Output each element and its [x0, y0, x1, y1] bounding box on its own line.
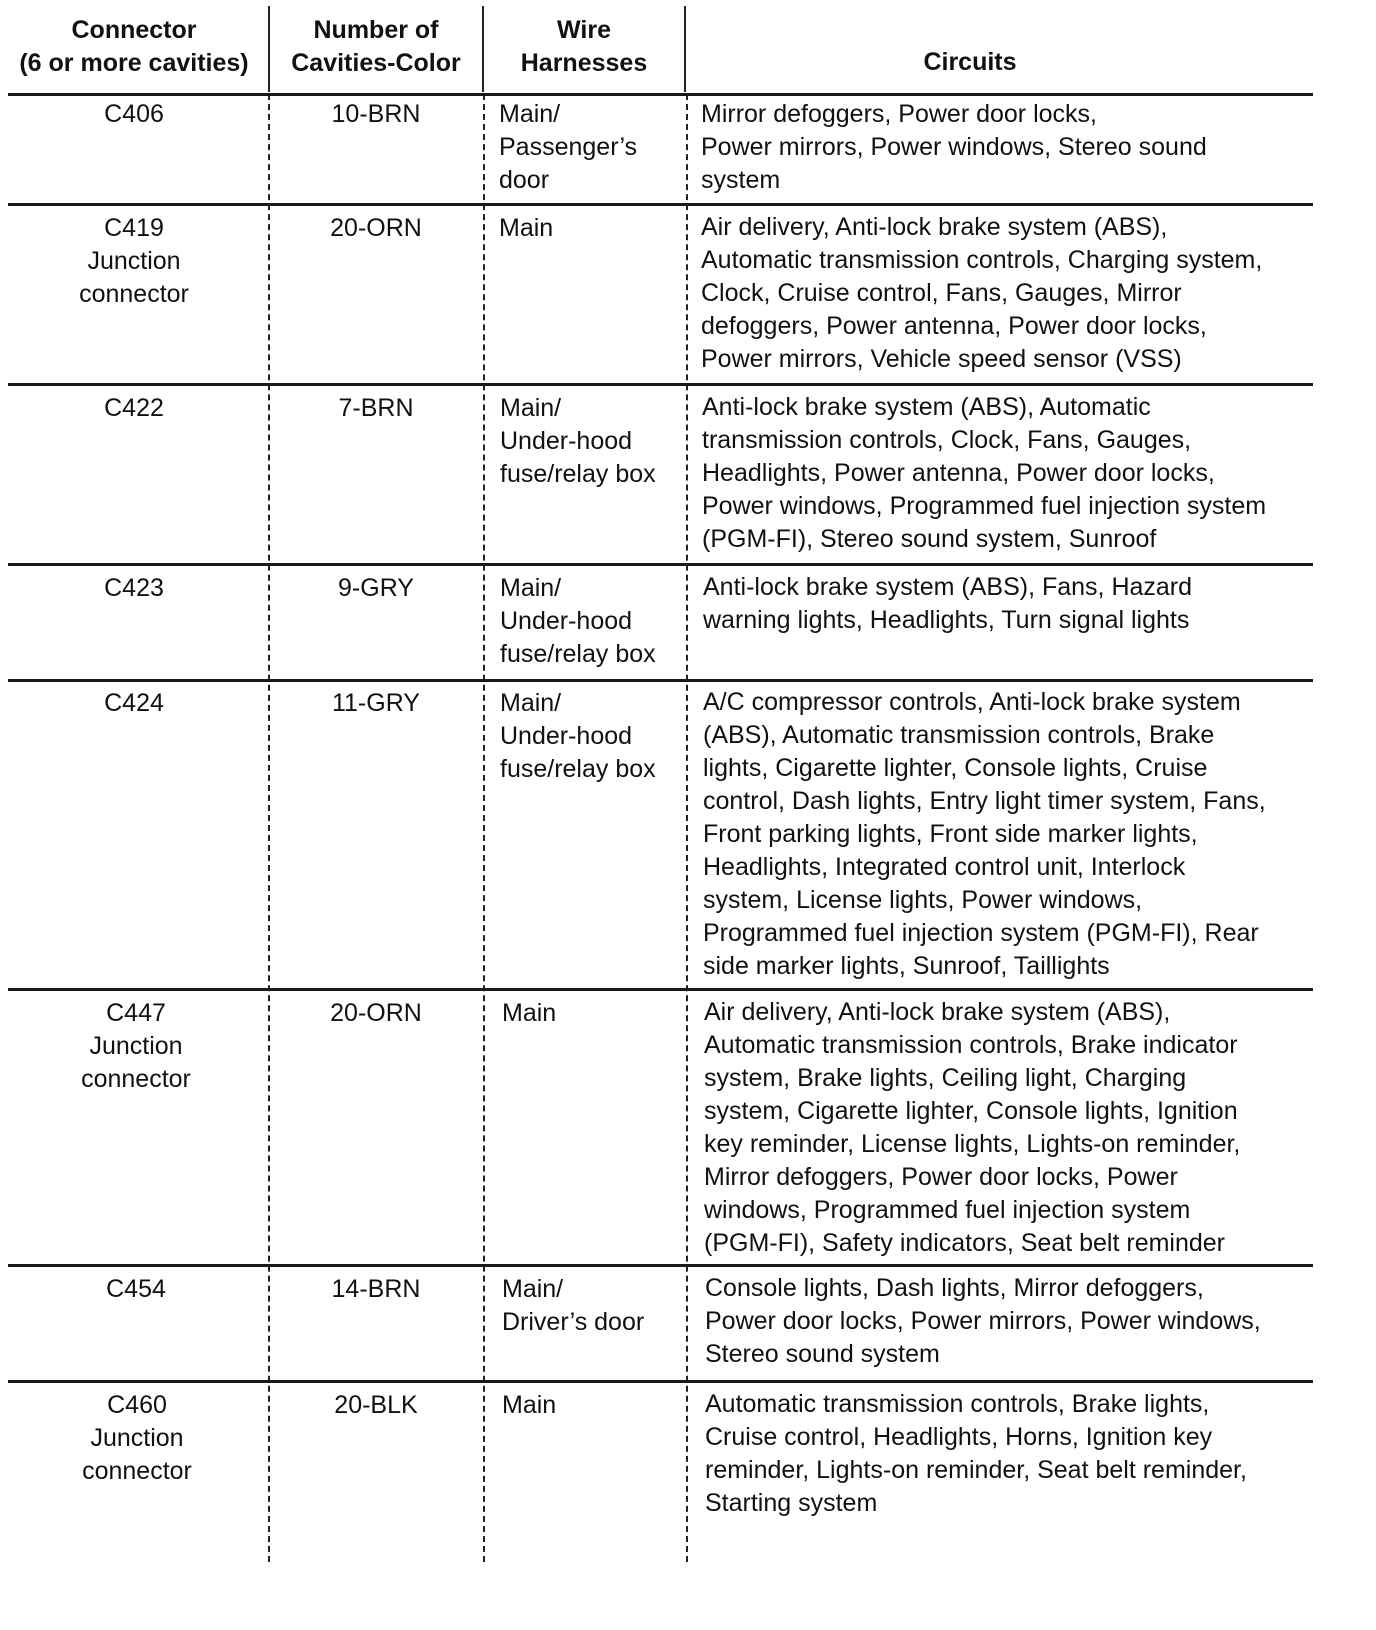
- row-circuits: Console lights, Dash lights, Mirror defoggers, Power door locks, Power mirrors, Power windows, Stereo sound system: [705, 1274, 1261, 1368]
- row-harness: Main/ Under-hood fuse/relay box: [500, 574, 656, 668]
- row-connector: C447 Junction connector: [81, 999, 191, 1093]
- row-rule: [8, 563, 1313, 566]
- row-cavities: 7-BRN: [338, 394, 414, 422]
- row-rule: [8, 1380, 1313, 1383]
- row-circuits: Air delivery, Anti-lock brake system (ABS), Automatic transmission controls, Brake indicator system, Brake lights, Ceiling light, Charging system, Cigarette lighter, Console lights, Ignition key reminder, License lights, Lights-on reminder, Mirror defoggers, Power door locks, Power windows, Programmed fuel injection system (PGM-FI), Safety indicators, Seat belt reminder: [704, 998, 1241, 1257]
- header-divider: [482, 6, 484, 92]
- header-cavities: Number of Cavities-Color: [291, 16, 461, 77]
- row-harness: Main/ Under-hood fuse/relay box: [500, 689, 656, 783]
- row-harness: Main/ Under-hood fuse/relay box: [500, 394, 656, 488]
- row-rule: [8, 679, 1313, 682]
- row-cavities: 20-BLK: [334, 1391, 418, 1419]
- column-divider: [483, 94, 485, 1562]
- row-connector: C460 Junction connector: [82, 1391, 192, 1485]
- row-circuits: Anti-lock brake system (ABS), Fans, Hazard warning lights, Headlights, Turn signal lights: [703, 573, 1193, 634]
- row-harness: Main: [499, 214, 554, 242]
- row-rule: [8, 93, 1313, 96]
- row-rule: [8, 1264, 1313, 1267]
- row-circuits: A/C compressor controls, Anti-lock brake system (ABS), Automatic transmission controls, Brake lights, Cigarette lighter, Console lights, Cruise control, Dash lights, Entry light timer system, Fans, Front parking lights, Front side marker lights, Headlights, Integrated control unit, Interlock system, License lights, Power windows, Programmed fuel injection system (PGM-FI), Rear side marker lights, Sunroof, Taillights: [703, 688, 1266, 980]
- row-harness: Main: [502, 999, 557, 1027]
- row-connector: C406: [104, 100, 164, 128]
- row-cavities: 10-BRN: [331, 100, 421, 128]
- row-cavities: 9-GRY: [338, 574, 414, 602]
- row-circuits: Anti-lock brake system (ABS), Automatic transmission controls, Clock, Fans, Gauges, Headlights, Power antenna, Power door locks, Power windows, Programmed fuel injection system (PGM-FI), Stereo sound system, Sunroof: [702, 393, 1267, 553]
- row-circuits: Air delivery, Anti-lock brake system (ABS), Automatic transmission controls, Charging system, Clock, Cruise control, Fans, Gauges, Mirror defoggers, Power antenna, Power door locks, Power mirrors, Vehicle speed sensor (VSS): [701, 213, 1263, 373]
- header-divider: [268, 6, 270, 92]
- row-connector: C424: [104, 689, 164, 717]
- header-circuits: Circuits: [923, 48, 1017, 76]
- row-connector: C423: [104, 574, 164, 602]
- row-connector: C422: [104, 394, 164, 422]
- row-rule: [8, 203, 1313, 206]
- row-harness: Main: [502, 1391, 557, 1419]
- row-cavities: 11-GRY: [331, 689, 420, 717]
- row-cavities: 20-ORN: [330, 214, 422, 242]
- row-harness: Main/ Passenger’s door: [499, 100, 638, 194]
- row-connector: C419 Junction connector: [79, 214, 189, 308]
- row-rule: [8, 383, 1313, 386]
- header-connector: Connector (6 or more cavities): [19, 16, 249, 77]
- header-harness: Wire Harnesses: [520, 16, 648, 77]
- row-rule: [8, 988, 1313, 991]
- row-circuits: Automatic transmission controls, Brake lights, Cruise control, Headlights, Horns, Ignition key reminder, Lights-on reminder, Seat belt reminder, Starting system: [705, 1390, 1247, 1517]
- column-divider: [686, 94, 688, 1562]
- row-cavities: 14-BRN: [331, 1275, 421, 1303]
- row-connector: C454: [106, 1275, 166, 1303]
- row-circuits: Mirror defoggers, Power door locks, Power mirrors, Power windows, Stereo sound system: [701, 100, 1207, 194]
- row-cavities: 20-ORN: [330, 999, 422, 1027]
- row-harness: Main/ Driver’s door: [502, 1275, 645, 1336]
- header-divider: [684, 6, 686, 92]
- column-divider: [268, 94, 270, 1562]
